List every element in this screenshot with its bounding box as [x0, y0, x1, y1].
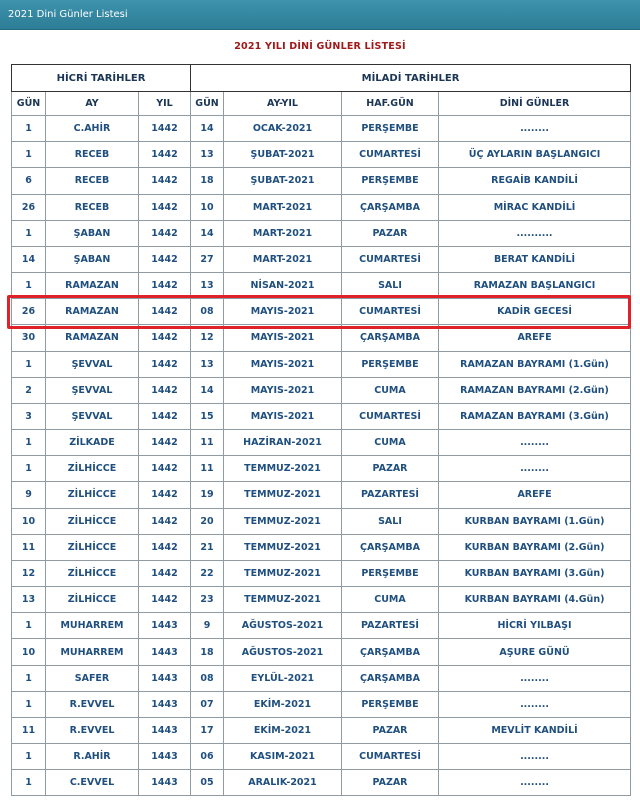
miladi-day-cell: 13	[191, 273, 224, 299]
hicri-day-cell: 1	[12, 744, 46, 770]
miladi-month-year-cell: TEMMUZ-2021	[224, 482, 342, 508]
miladi-month-year-cell: ŞUBAT-2021	[224, 168, 342, 194]
hicri-month-cell: C.AHİR	[46, 116, 139, 142]
hicri-day-cell: 11	[12, 534, 46, 560]
weekday-cell: PAZARTESİ	[342, 482, 439, 508]
hicri-year-cell: 1442	[139, 508, 191, 534]
weekday-cell: ÇARŞAMBA	[342, 325, 439, 351]
hicri-year-cell: 1442	[139, 456, 191, 482]
hicri-year-cell: 1443	[139, 665, 191, 691]
miladi-day-cell: 18	[191, 639, 224, 665]
hicri-day-cell: 1	[12, 430, 46, 456]
table-row	[12, 116, 631, 142]
col-header-weekday: HAF.GÜN	[342, 92, 439, 116]
table-body	[12, 116, 631, 796]
table-row	[12, 744, 631, 770]
group-header-row	[12, 65, 631, 92]
miladi-day-cell: 14	[191, 377, 224, 403]
hicri-day-cell: 1	[12, 691, 46, 717]
hicri-month-cell: R.EVVEL	[46, 717, 139, 743]
hicri-day-cell: 14	[12, 246, 46, 272]
religious-day-cell: ..........	[439, 220, 631, 246]
miladi-month-year-cell: MAYIS-2021	[224, 351, 342, 377]
hicri-year-cell: 1442	[139, 220, 191, 246]
miladi-month-year-cell: TEMMUZ-2021	[224, 587, 342, 613]
religious-day-cell: ........	[439, 430, 631, 456]
hicri-year-cell: 1442	[139, 116, 191, 142]
hicri-year-cell: 1442	[139, 299, 191, 325]
miladi-month-year-cell: MAYIS-2021	[224, 299, 342, 325]
hicri-month-cell: ŞEVVAL	[46, 403, 139, 429]
hicri-month-cell: C.EVVEL	[46, 770, 139, 796]
hicri-month-cell: ŞABAN	[46, 246, 139, 272]
weekday-cell: CUMARTESİ	[342, 299, 439, 325]
table-row	[12, 639, 631, 665]
hicri-month-cell: ZİLHİCCE	[46, 534, 139, 560]
miladi-day-cell: 18	[191, 168, 224, 194]
hicri-day-cell: 10	[12, 508, 46, 534]
weekday-cell: CUMARTESİ	[342, 142, 439, 168]
hicri-month-cell: ZİLKADE	[46, 430, 139, 456]
hicri-year-cell: 1442	[139, 403, 191, 429]
miladi-day-cell: 13	[191, 142, 224, 168]
miladi-month-year-cell: AĞUSTOS-2021	[224, 639, 342, 665]
hicri-month-cell: ŞABAN	[46, 220, 139, 246]
miladi-day-cell: 12	[191, 325, 224, 351]
column-header-row	[12, 92, 631, 116]
miladi-day-cell: 07	[191, 691, 224, 717]
table-row	[12, 665, 631, 691]
weekday-cell: ÇARŞAMBA	[342, 534, 439, 560]
religious-day-cell: BERAT KANDİLİ	[439, 246, 631, 272]
miladi-month-year-cell: MART-2021	[224, 194, 342, 220]
table-row	[12, 246, 631, 272]
weekday-cell: CUMARTESİ	[342, 403, 439, 429]
table-row	[12, 325, 631, 351]
miladi-month-year-cell: EKİM-2021	[224, 691, 342, 717]
miladi-day-cell: 27	[191, 246, 224, 272]
religious-day-cell: AREFE	[439, 482, 631, 508]
miladi-month-year-cell: TEMMUZ-2021	[224, 534, 342, 560]
table-row	[12, 351, 631, 377]
religious-day-cell: ........	[439, 744, 631, 770]
hicri-day-cell: 1	[12, 770, 46, 796]
hicri-year-cell: 1443	[139, 744, 191, 770]
religious-day-cell: RAMAZAN BAYRAMI (2.Gün)	[439, 377, 631, 403]
religious-days-table	[11, 64, 631, 796]
miladi-day-cell: 9	[191, 613, 224, 639]
miladi-month-year-cell: ARALIK-2021	[224, 770, 342, 796]
hicri-day-cell: 13	[12, 587, 46, 613]
hicri-year-cell: 1442	[139, 325, 191, 351]
weekday-cell: PERŞEMBE	[342, 116, 439, 142]
hicri-month-cell: RAMAZAN	[46, 325, 139, 351]
miladi-day-cell: 22	[191, 560, 224, 586]
miladi-month-year-cell: OCAK-2021	[224, 116, 342, 142]
weekday-cell: PERŞEMBE	[342, 691, 439, 717]
col-header-miladi-month-year: AY-YIL	[224, 92, 342, 116]
hicri-day-cell: 2	[12, 377, 46, 403]
weekday-cell: ÇARŞAMBA	[342, 639, 439, 665]
col-header-hicri-day: GÜN	[12, 92, 46, 116]
hicri-month-cell: ZİLHİCCE	[46, 560, 139, 586]
hicri-month-cell: ZİLHİCCE	[46, 456, 139, 482]
table-row	[12, 770, 631, 796]
weekday-cell: PAZAR	[342, 456, 439, 482]
table-row	[12, 377, 631, 403]
miladi-day-cell: 11	[191, 456, 224, 482]
miladi-day-cell: 20	[191, 508, 224, 534]
hicri-day-cell: 1	[12, 665, 46, 691]
table-row	[12, 142, 631, 168]
hicri-year-cell: 1442	[139, 273, 191, 299]
miladi-day-cell: 17	[191, 717, 224, 743]
hicri-year-cell: 1443	[139, 691, 191, 717]
weekday-cell: PAZAR	[342, 717, 439, 743]
table-row	[12, 508, 631, 534]
miladi-month-year-cell: TEMMUZ-2021	[224, 456, 342, 482]
hicri-day-cell: 1	[12, 273, 46, 299]
table-row	[12, 587, 631, 613]
religious-day-cell: MEVLİT KANDİLİ	[439, 717, 631, 743]
weekday-cell: PERŞEMBE	[342, 168, 439, 194]
hicri-day-cell: 1	[12, 351, 46, 377]
hicri-day-cell: 6	[12, 168, 46, 194]
miladi-day-cell: 10	[191, 194, 224, 220]
miladi-day-cell: 15	[191, 403, 224, 429]
hicri-day-cell: 9	[12, 482, 46, 508]
weekday-cell: PAZAR	[342, 770, 439, 796]
weekday-cell: SALI	[342, 273, 439, 299]
religious-day-cell: KURBAN BAYRAMI (4.Gün)	[439, 587, 631, 613]
weekday-cell: CUMA	[342, 377, 439, 403]
weekday-cell: CUMA	[342, 430, 439, 456]
religious-day-cell: AREFE	[439, 325, 631, 351]
hicri-month-cell: RECEB	[46, 194, 139, 220]
hicri-year-cell: 1442	[139, 351, 191, 377]
hicri-year-cell: 1442	[139, 246, 191, 272]
miladi-day-cell: 14	[191, 116, 224, 142]
weekday-cell: PAZARTESİ	[342, 613, 439, 639]
miladi-day-cell: 06	[191, 744, 224, 770]
hicri-day-cell: 1	[12, 142, 46, 168]
table-row	[12, 194, 631, 220]
miladi-month-year-cell: MAYIS-2021	[224, 377, 342, 403]
weekday-cell: CUMA	[342, 587, 439, 613]
hicri-year-cell: 1443	[139, 613, 191, 639]
hicri-month-cell: RAMAZAN	[46, 299, 139, 325]
hicri-year-cell: 1442	[139, 194, 191, 220]
miladi-month-year-cell: MART-2021	[224, 246, 342, 272]
hicri-day-cell: 3	[12, 403, 46, 429]
miladi-day-cell: 21	[191, 534, 224, 560]
religious-day-cell: ........	[439, 770, 631, 796]
miladi-month-year-cell: TEMMUZ-2021	[224, 508, 342, 534]
hicri-month-cell: ŞEVVAL	[46, 377, 139, 403]
table-row	[12, 691, 631, 717]
col-header-miladi-day: GÜN	[191, 92, 224, 116]
religious-day-cell: KURBAN BAYRAMI (3.Gün)	[439, 560, 631, 586]
miladi-day-cell: 19	[191, 482, 224, 508]
hicri-day-cell: 12	[12, 560, 46, 586]
hicri-day-cell: 26	[12, 299, 46, 325]
weekday-cell: SALI	[342, 508, 439, 534]
religious-day-cell: HİCRİ YILBAŞI	[439, 613, 631, 639]
miladi-header: MİLADİ TARİHLER	[191, 65, 631, 92]
religious-day-cell: KURBAN BAYRAMI (1.Gün)	[439, 508, 631, 534]
weekday-cell: ÇARŞAMBA	[342, 194, 439, 220]
religious-day-cell: KADİR GECESİ	[439, 299, 631, 325]
miladi-month-year-cell: KASIM-2021	[224, 744, 342, 770]
hicri-day-cell: 10	[12, 639, 46, 665]
hicri-day-cell: 30	[12, 325, 46, 351]
weekday-cell: PERŞEMBE	[342, 560, 439, 586]
miladi-month-year-cell: ŞUBAT-2021	[224, 142, 342, 168]
table-row	[12, 482, 631, 508]
religious-day-cell: REGAİB KANDİLİ	[439, 168, 631, 194]
hicri-year-cell: 1443	[139, 639, 191, 665]
table-row	[12, 403, 631, 429]
hicri-month-cell: RECEB	[46, 168, 139, 194]
hicri-day-cell: 1	[12, 220, 46, 246]
hicri-month-cell: R.AHİR	[46, 744, 139, 770]
religious-day-cell: RAMAZAN BAYRAMI (3.Gün)	[439, 403, 631, 429]
religious-day-cell: RAMAZAN BAŞLANGICI	[439, 273, 631, 299]
hicri-month-cell: ZİLHİCCE	[46, 587, 139, 613]
miladi-month-year-cell: TEMMUZ-2021	[224, 560, 342, 586]
hicri-month-cell: MUHARREM	[46, 613, 139, 639]
col-header-hicri-year: YIL	[139, 92, 191, 116]
miladi-day-cell: 11	[191, 430, 224, 456]
religious-day-cell: ........	[439, 456, 631, 482]
hicri-year-cell: 1443	[139, 770, 191, 796]
table-row	[12, 430, 631, 456]
religious-day-cell: AŞURE GÜNÜ	[439, 639, 631, 665]
weekday-cell: PAZAR	[342, 220, 439, 246]
miladi-month-year-cell: MART-2021	[224, 220, 342, 246]
table-row	[12, 717, 631, 743]
table-row	[12, 168, 631, 194]
weekday-cell: ÇARŞAMBA	[342, 665, 439, 691]
table-row	[12, 220, 631, 246]
miladi-day-cell: 13	[191, 351, 224, 377]
table-row	[12, 613, 631, 639]
hicri-month-cell: MUHARREM	[46, 639, 139, 665]
hicri-month-cell: ZİLHİCCE	[46, 508, 139, 534]
weekday-cell: CUMARTESİ	[342, 744, 439, 770]
hicri-year-cell: 1442	[139, 168, 191, 194]
miladi-month-year-cell: NİSAN-2021	[224, 273, 342, 299]
religious-day-cell: ÜÇ AYLARIN BAŞLANGICI	[439, 142, 631, 168]
hicri-year-cell: 1442	[139, 560, 191, 586]
table-row	[12, 273, 631, 299]
weekday-cell: PERŞEMBE	[342, 351, 439, 377]
hicri-month-cell: RAMAZAN	[46, 273, 139, 299]
miladi-month-year-cell: MAYIS-2021	[224, 403, 342, 429]
window-title: 2021 Dini Günler Listesi	[8, 9, 128, 20]
hicri-year-cell: 1443	[139, 717, 191, 743]
miladi-month-year-cell: HAZİRAN-2021	[224, 430, 342, 456]
table-row	[12, 534, 631, 560]
miladi-month-year-cell: AĞUSTOS-2021	[224, 613, 342, 639]
religious-day-cell: RAMAZAN BAYRAMI (1.Gün)	[439, 351, 631, 377]
hicri-month-cell: ŞEVVAL	[46, 351, 139, 377]
hicri-day-cell: 1	[12, 116, 46, 142]
miladi-day-cell: 23	[191, 587, 224, 613]
weekday-cell: CUMARTESİ	[342, 246, 439, 272]
hicri-month-cell: RECEB	[46, 142, 139, 168]
religious-day-cell: KURBAN BAYRAMI (2.Gün)	[439, 534, 631, 560]
miladi-day-cell: 08	[191, 299, 224, 325]
hicri-day-cell: 26	[12, 194, 46, 220]
hicri-day-cell: 1	[12, 456, 46, 482]
table-row	[12, 560, 631, 586]
hicri-month-cell: R.EVVEL	[46, 691, 139, 717]
hicri-year-cell: 1442	[139, 430, 191, 456]
miladi-month-year-cell: MAYIS-2021	[224, 325, 342, 351]
hicri-year-cell: 1442	[139, 377, 191, 403]
miladi-day-cell: 08	[191, 665, 224, 691]
hicri-month-cell: SAFER	[46, 665, 139, 691]
hicri-header: HİCRİ TARİHLER	[12, 65, 191, 92]
document-heading: 2021 YILI DİNİ GÜNLER LİSTESİ	[234, 41, 406, 52]
hicri-year-cell: 1442	[139, 534, 191, 560]
religious-day-cell: MİRAC KANDİLİ	[439, 194, 631, 220]
col-header-hicri-month: AY	[46, 92, 139, 116]
table-row-highlighted	[12, 299, 631, 325]
col-header-religious-day: DİNİ GÜNLER	[439, 92, 631, 116]
hicri-year-cell: 1442	[139, 142, 191, 168]
religious-day-cell: ........	[439, 116, 631, 142]
window-title-bar	[0, 0, 640, 30]
religious-day-cell: ........	[439, 665, 631, 691]
hicri-day-cell: 11	[12, 717, 46, 743]
miladi-month-year-cell: EKİM-2021	[224, 717, 342, 743]
miladi-day-cell: 05	[191, 770, 224, 796]
table-row	[12, 456, 631, 482]
hicri-month-cell: ZİLHİCCE	[46, 482, 139, 508]
hicri-day-cell: 1	[12, 613, 46, 639]
miladi-day-cell: 14	[191, 220, 224, 246]
religious-day-cell: ........	[439, 691, 631, 717]
hicri-year-cell: 1442	[139, 587, 191, 613]
miladi-month-year-cell: EYLÜL-2021	[224, 665, 342, 691]
hicri-year-cell: 1442	[139, 482, 191, 508]
